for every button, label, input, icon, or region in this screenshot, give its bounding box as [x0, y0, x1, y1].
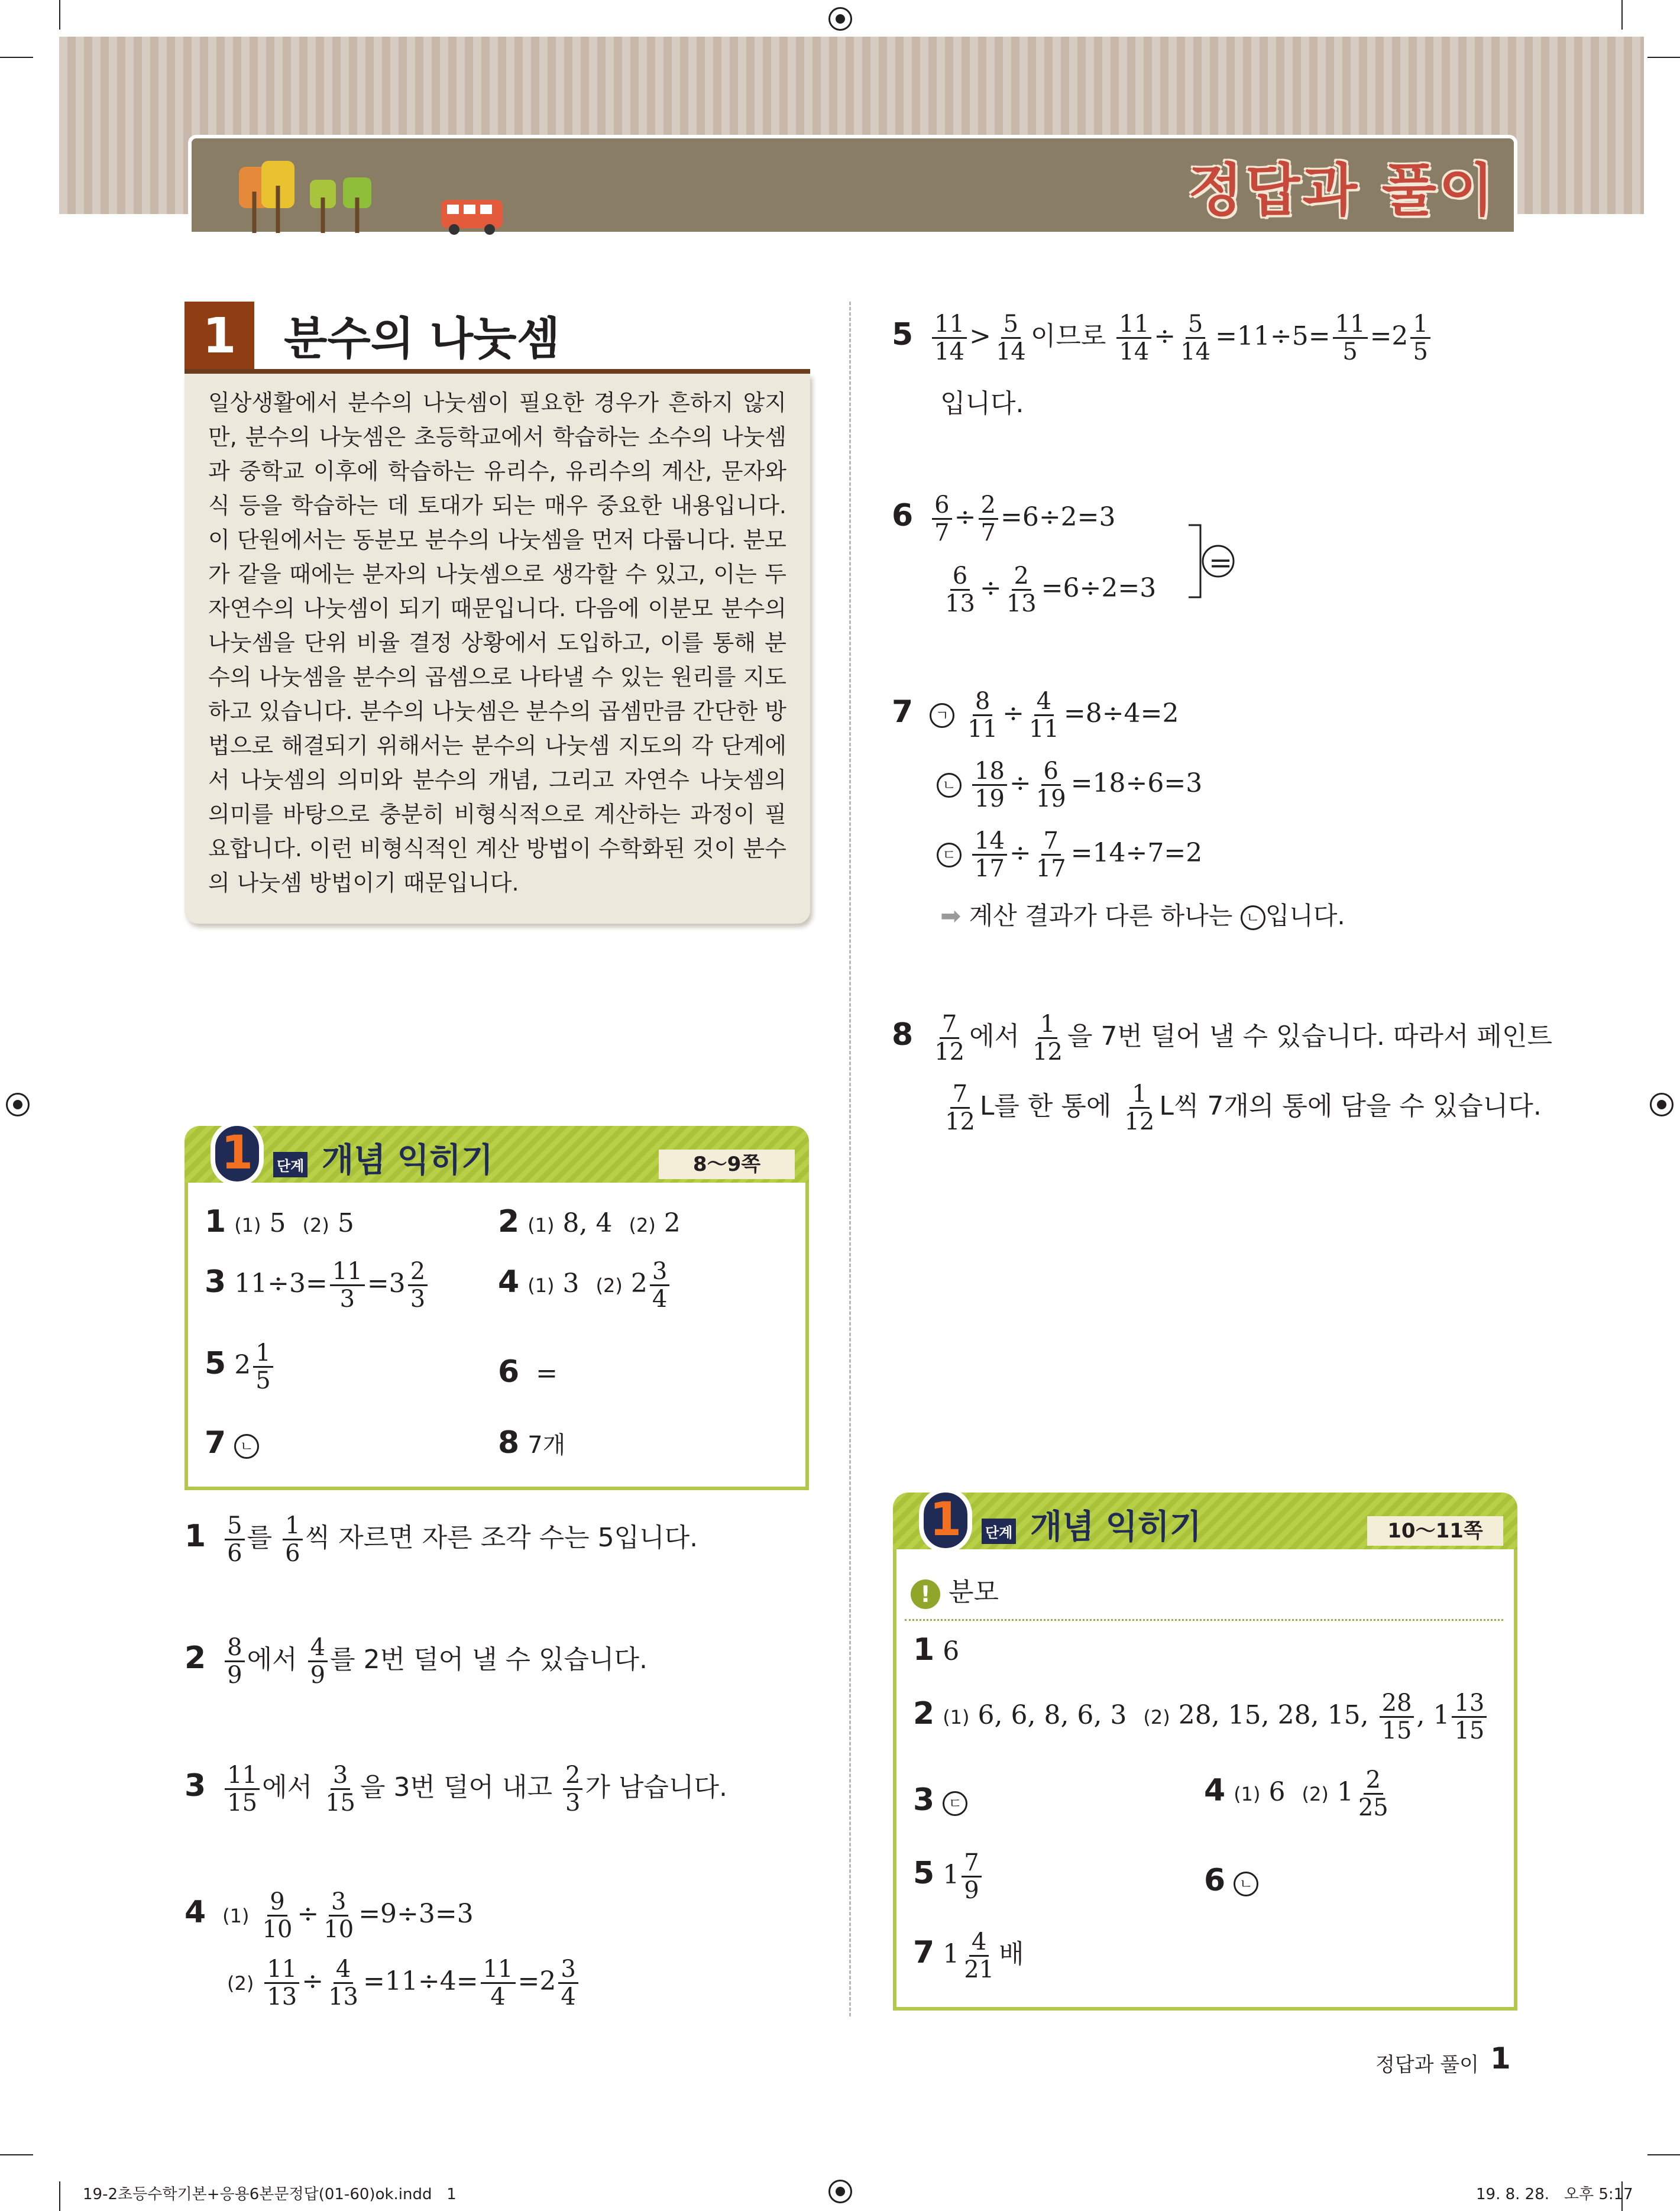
arrow-icon: ➡: [940, 901, 962, 930]
box1-answer-5: 5 2 $\frac{1}{5}$: [205, 1341, 276, 1393]
solution-5-tail: 입니다.: [940, 389, 1024, 419]
box2-answer-6: 6 ㄴ: [1204, 1863, 1258, 1898]
solution-7-c: ㄷ $\frac{14}{17}$ ÷ $\frac{7}{17}$ =14÷7=2: [937, 829, 1202, 880]
step-tag: 단계: [982, 1519, 1016, 1544]
solution-2: 2 $\frac{8}{9}$ 에서 $\frac{4}{9}$ 를 2번 덜어 낼 수 있습니다.: [184, 1634, 648, 1689]
step-number: 1: [919, 1488, 972, 1553]
intro-text: 일상생활에서 분수의 나눗셈이 필요한 경우가 흔하지 않지만, 분수의 나눗셈은 초등학교에서 학습하는 소수의 나눗셈과 중학교 이후에 학습하는 유리수, 유리수의 계산, 문자와 식 등을 학습하는 데 토대가 되는 매우 중요한 내용입니다. 이 단원에서는 동분모 분수의 나눗셈을 먼저 다룹니다. 분모가 같을 때에는 분자의 나눗셈으로 생각할 수 있고, 이는 두 자연수의 나눗셈이 되기 때문입니다. 다음에 이분모 분수의 나눗셈을 단위 비율 결정 상황에서 도입하고, 이를 통해 분수의 나눗셈을 분수의 곱셈으로 나타낼 수 있는 원리를 지도하고 있습니다. 분수의 나눗셈은 분수의 곱셈만큼 간단한 방법으로 해결되기 위해서는 분수의 나눗셈 지도의 각 단계에서 나눗셈의 의미와 분수의 개념, 그리고 자연수 나눗셈의 의미를 바탕으로 충분히 비형식적으로 계산하는 과정이 필요합니다. 이런 비형식적인 계산 방법이 수학화된 것이 분수의 나눗셈 방법이기 때문입니다.: [208, 390, 786, 896]
box2-answer-5: 5 1 $\frac{7}{9}$: [913, 1851, 984, 1902]
box1-answer-8: 8 7개: [498, 1425, 566, 1461]
solution-7-a: 7 ㄱ $\frac{8}{11}$ ÷ $\frac{4}{11}$ =8÷4=2: [892, 688, 1179, 743]
crop-line: [59, 2181, 60, 2211]
box2-answer-3: 3 ㄷ: [913, 1782, 967, 1818]
registration-mark-top: [828, 7, 852, 31]
title-bar: [188, 135, 1517, 235]
crop-line: [0, 2154, 33, 2155]
solution-7-conclusion: ➡ 계산 결과가 다른 하나는 ㄴ 입니다.: [940, 901, 1345, 930]
intro-box: [184, 374, 810, 924]
section-number: 1: [184, 302, 254, 371]
box2-answer-7: 7 1 $\frac{4}{21}$ 배: [913, 1928, 1024, 1983]
box2-answer-4: 4 (1) 6 (2) 1 $\frac{2}{25}$: [1204, 1766, 1388, 1821]
solution-3: 3 $\frac{11}{15}$ 에서 $\frac{3}{15}$ 을 3번 덜어 내고 $\frac{2}{3}$ 가 남습니다.: [184, 1762, 727, 1817]
solution-6-line-2: $\frac{6}{13}$ ÷ $\frac{2}{13}$ =6÷2=3: [945, 562, 1157, 617]
step-tag: 단계: [273, 1152, 307, 1177]
step-number: 1: [211, 1121, 264, 1186]
solution-8-line-1: 8 $\frac{7}{12}$ 에서 $\frac{1}{12}$ 을 7번 덜어 낼 수 있습니다. 따라서 페인트: [892, 1011, 1552, 1066]
bus-illustration: [440, 198, 505, 237]
solution-5: 5 $\frac{11}{14}$ > $\frac{5}{14}$ 이므로 $\frac{11}{14}$ ÷ $\frac{5}{14}$ =11÷5= $\frac{11}{5}$ =2 $\frac{1}{5}$: [892, 312, 1433, 364]
box1-answer-6: 6 =: [498, 1354, 558, 1390]
trees-illustration: [239, 156, 393, 233]
box2-answer-1: 1 6: [913, 1632, 960, 1668]
step-box-header: [893, 1493, 1517, 1549]
solution-6-line-1: 6 $\frac{6}{7}$ ÷ $\frac{2}{7}$ =6÷2=3: [892, 491, 1116, 546]
crop-line: [1621, 0, 1623, 30]
box2-answer-2: 2 (1) 6, 6, 8, 6, 3 (2) 28, 15, 28, 15, $\frac{28}{15}$ , 1 $\frac{13}{15}$: [913, 1691, 1489, 1743]
column-divider: [849, 302, 851, 2016]
section-title: 분수의 나눗셈: [284, 312, 560, 365]
step-title: 개념 익히기: [1030, 1508, 1202, 1546]
solution-1: 1 $\frac{5}{6}$ 를 $\frac{1}{6}$ 씩 자르면 자른 조각 수는 5입니다.: [184, 1512, 698, 1567]
registration-mark-right: [1650, 1093, 1673, 1116]
comparison-symbol: =: [1209, 546, 1233, 580]
registration-mark-bottom: [828, 2180, 852, 2203]
print-date: 19. 8. 28. 오후 5:17: [1476, 2186, 1633, 2203]
box1-answer-4: 4 (1) 3 (2) 2 $\frac{3}{4}$: [498, 1260, 672, 1311]
crop-line: [59, 0, 60, 30]
step-title: 개념 익히기: [322, 1141, 493, 1180]
crop-line: [1647, 57, 1680, 58]
solution-7-b: ㄴ $\frac{18}{19}$ ÷ $\frac{6}{19}$ =18÷6=3: [937, 759, 1202, 811]
box1-answer-2: 2 (1) 8, 4 (2) 2: [498, 1204, 681, 1239]
page-title: 정답과 풀이: [1187, 157, 1496, 224]
footer-label: 정답과 풀이: [1375, 2053, 1480, 2077]
note-divider: [905, 1619, 1503, 1621]
step-box-header: [184, 1126, 809, 1183]
box1-answer-7: 7 ㄴ: [205, 1425, 259, 1461]
crop-line: [0, 57, 33, 58]
file-info: 19-2초등수학기본+응용6본문정답(01-60)ok.indd 1: [83, 2186, 457, 2203]
exclamation-icon: !: [911, 1579, 940, 1609]
solution-4-part-1: 4 (1) $\frac{9}{10}$ ÷ $\frac{3}{10}$ =9÷3=3: [184, 1888, 474, 1943]
crop-line: [1647, 2154, 1680, 2155]
solution-4-part-2: (2) $\frac{11}{13}$ ÷ $\frac{4}{13}$ =11÷4= $\frac{11}{4}$ =2 $\frac{3}{4}$: [227, 1957, 581, 2009]
page-number: 1: [1490, 2041, 1511, 2076]
box1-answer-3: 3 11÷3= $\frac{11}{3}$ =3 $\frac{2}{3}$: [205, 1260, 430, 1311]
page-range: 8～9쪽: [659, 1150, 795, 1179]
solution-8-line-2: $\frac{7}{12}$ L를 한 통에 $\frac{1}{12}$ L씩 7개의 통에 담을 수 있습니다.: [945, 1080, 1542, 1135]
section-rule: [184, 369, 810, 374]
page-range: 10～11쪽: [1367, 1516, 1503, 1546]
registration-mark-left: [6, 1093, 30, 1116]
box1-answer-1: 1 (1) 5 (2) 5: [205, 1204, 354, 1239]
key-note: ! 분모: [911, 1571, 999, 1609]
